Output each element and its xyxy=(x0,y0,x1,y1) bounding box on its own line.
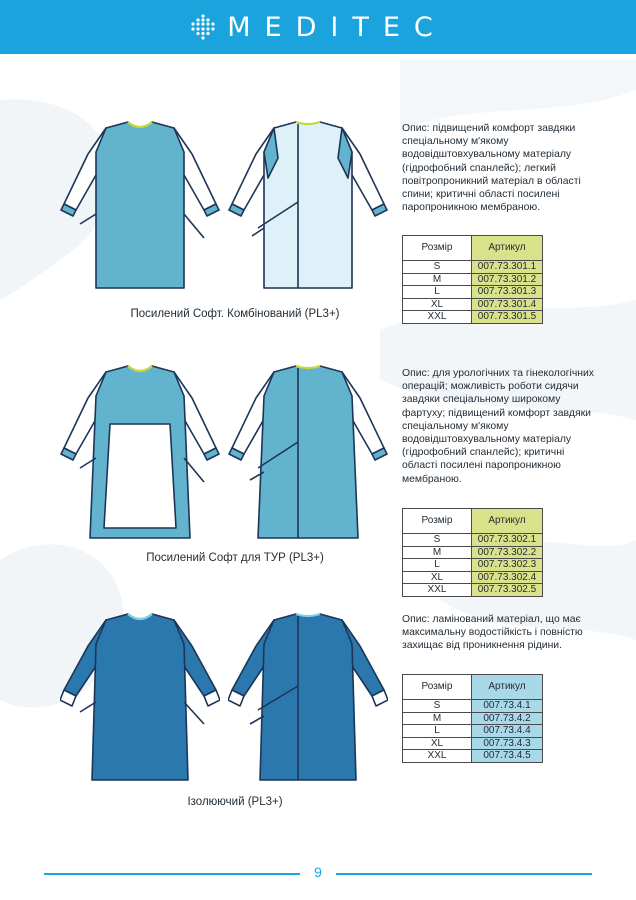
product-2-description: Опис: для урологічних та гінекологічних операцій; можливість роботи сидячи завдяки спеціальному широкому фартуху; підвищений комфорт завдяки спеціальному м'якому водовідштовхувальному матеріалу (гідрофобний спанлейс); критичні області посилені паропроникною мембраною. xyxy=(402,368,594,485)
gown-1-front-illustration xyxy=(60,118,220,298)
table-row xyxy=(403,712,543,725)
meditec-logo-icon xyxy=(189,13,217,41)
article-cell: 007.73.302.4 xyxy=(472,571,543,584)
article-cell: 007.73.302.2 xyxy=(472,546,543,559)
table-row xyxy=(403,559,543,572)
product-3-size-table xyxy=(402,674,543,763)
column-header-article: Артикул xyxy=(472,509,543,534)
table-header-row xyxy=(403,236,543,261)
table-row xyxy=(403,273,543,286)
table-row xyxy=(403,750,543,763)
table-row xyxy=(403,286,543,299)
size-cell: M xyxy=(403,273,472,286)
article-cell: 007.73.4.1 xyxy=(472,700,543,713)
article-cell: 007.73.4.2 xyxy=(472,712,543,725)
brand-logo xyxy=(189,12,447,43)
table-row xyxy=(403,534,543,547)
product-1-size-table xyxy=(402,235,543,324)
article-cell: 007.73.301.4 xyxy=(472,298,543,311)
table-row xyxy=(403,700,543,713)
product-1-caption: Посилений Софт. Комбінований (PL3+) xyxy=(130,308,340,320)
size-cell: S xyxy=(403,534,472,547)
gown-2-back-illustration xyxy=(228,362,388,548)
article-cell: 007.73.301.5 xyxy=(472,311,543,324)
footer-divider-left xyxy=(44,873,300,875)
size-cell: XL xyxy=(403,571,472,584)
product-2-caption: Посилений Софт для ТУР (PL3+) xyxy=(146,552,324,564)
gown-1-back-illustration xyxy=(228,118,388,298)
table-row xyxy=(403,311,543,324)
product-2-size-table xyxy=(402,508,543,597)
article-cell: 007.73.302.5 xyxy=(472,584,543,597)
table-header-row xyxy=(403,509,543,534)
size-cell: L xyxy=(403,559,472,572)
column-header-size: Розмір xyxy=(403,509,472,534)
size-cell: L xyxy=(403,725,472,738)
table-row xyxy=(403,571,543,584)
table-row xyxy=(403,261,543,274)
size-cell: S xyxy=(403,700,472,713)
table-row xyxy=(403,584,543,597)
column-header-size: Розмір xyxy=(403,236,472,261)
product-1-description: Опис: підвищений комфорт завдяки спеціальному м'якому водовідштовхувальному матеріалу (гідрофобний спанлейс); легкий повітропроникний матеріал в області спини; критичні області посилені паропроникною мембраною. xyxy=(402,123,581,214)
brand-name: MEDITEC xyxy=(227,11,447,43)
footer-divider-right xyxy=(336,873,592,875)
article-cell: 007.73.4.4 xyxy=(472,725,543,738)
size-cell: L xyxy=(403,286,472,299)
gown-3-back-illustration xyxy=(228,610,388,790)
table-row xyxy=(403,546,543,559)
table-row xyxy=(403,725,543,738)
table-row xyxy=(403,298,543,311)
header-bar xyxy=(0,0,636,54)
size-cell: XL xyxy=(403,737,472,750)
gown-3-front-illustration xyxy=(60,610,220,790)
article-cell: 007.73.4.5 xyxy=(472,750,543,763)
size-cell: M xyxy=(403,546,472,559)
size-cell: XL xyxy=(403,298,472,311)
table-row xyxy=(403,737,543,750)
product-3-description: Опис: ламінований матеріал, що має максимальну водостійкість і повністю захищає від проникнення рідини. xyxy=(402,614,583,652)
size-cell: M xyxy=(403,712,472,725)
article-cell: 007.73.302.3 xyxy=(472,559,543,572)
article-cell: 007.73.301.2 xyxy=(472,273,543,286)
gown-2-front-illustration xyxy=(60,362,220,548)
product-3-caption: Ізолюючий (PL3+) xyxy=(187,796,283,808)
column-header-article: Артикул xyxy=(472,675,543,700)
size-cell: XXL xyxy=(403,311,472,324)
size-cell: XXL xyxy=(403,750,472,763)
page-number: 9 xyxy=(314,864,322,880)
article-cell: 007.73.301.1 xyxy=(472,261,543,274)
table-header-row xyxy=(403,675,543,700)
article-cell: 007.73.4.3 xyxy=(472,737,543,750)
article-cell: 007.73.302.1 xyxy=(472,534,543,547)
size-cell: S xyxy=(403,261,472,274)
column-header-article: Артикул xyxy=(472,236,543,261)
article-cell: 007.73.301.3 xyxy=(472,286,543,299)
size-cell: XXL xyxy=(403,584,472,597)
column-header-size: Розмір xyxy=(403,675,472,700)
